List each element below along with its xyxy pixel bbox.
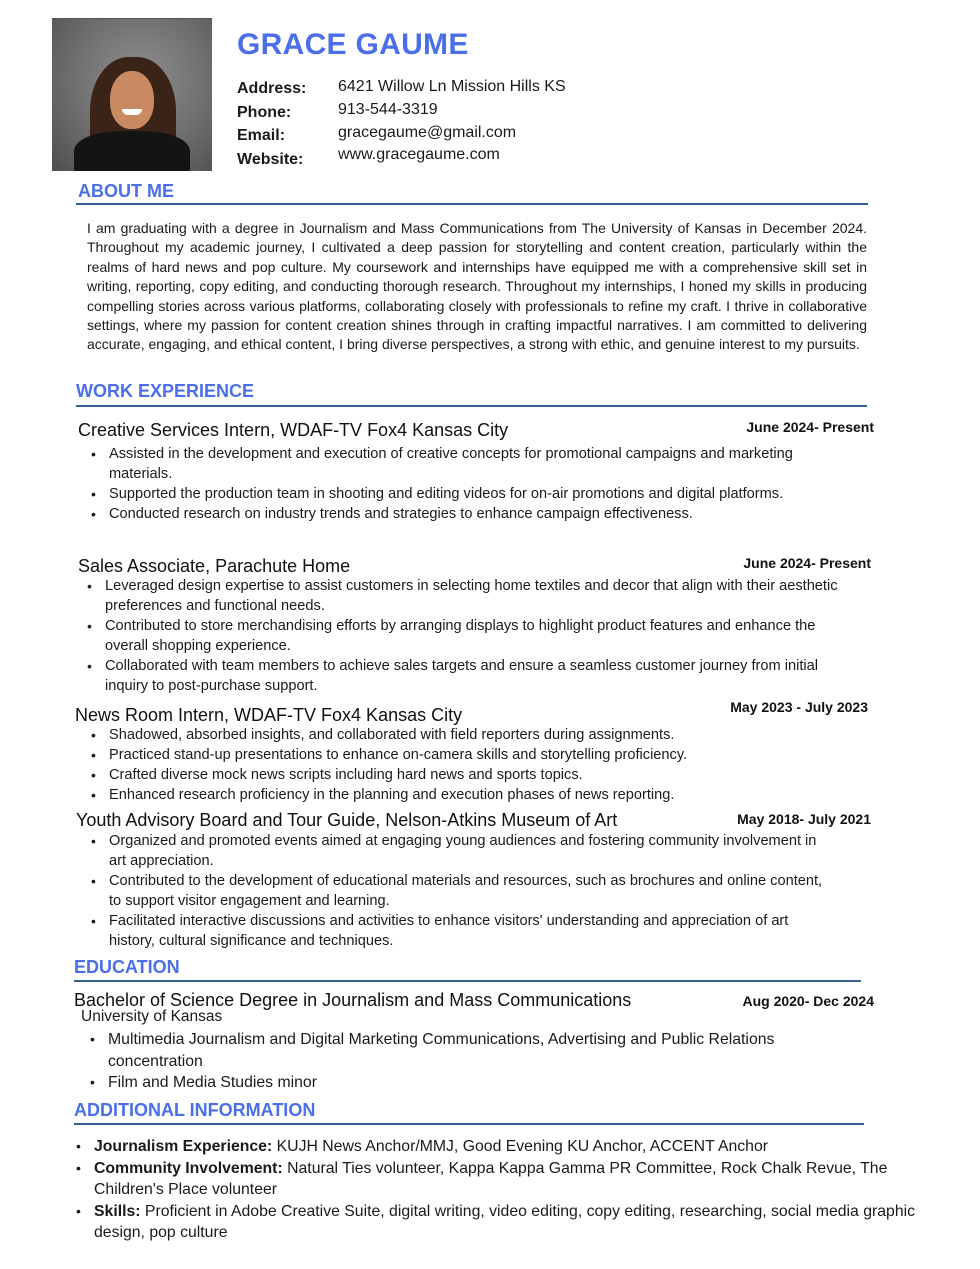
list-item [94, 1136, 924, 1158]
list-item: • Film and Media Studies minor [108, 1072, 838, 1094]
job-date: June 2024- Present [746, 419, 874, 435]
job-date: June 2024- Present [743, 555, 871, 571]
additional-heading: ADDITIONAL INFORMATION [74, 1100, 316, 1120]
list-item: • Leveraged design expertise to assist customers in selecting home textiles and decor that align with their aesthetic preferences and functional needs. [105, 576, 845, 616]
item-label: Journalism Experience: [94, 1138, 273, 1155]
item-label: Skills: [94, 1202, 141, 1220]
additional-divider [74, 1123, 864, 1125]
profile-photo [52, 18, 212, 171]
work-divider [76, 405, 867, 407]
list-item: • Shadowed, absorbed insights, and collaborated with field reporters during assignments. [109, 725, 809, 745]
list-item: • Facilitated interactive discussions and activities to enhance visitors' understanding and appreciation of art history, cultural significance and techniques. [109, 911, 829, 951]
list-item: • Conducted research on industry trends and strategies to enhance campaign effectiveness. [109, 504, 809, 524]
website-label: Website: [237, 151, 304, 168]
list-item [94, 1158, 924, 1201]
education-heading: EDUCATION [74, 957, 180, 977]
job-date: May 2023 - July 2023 [730, 699, 868, 715]
list-item: • Supported the production team in shooting and editing videos for on-air promotions and digital platforms. [109, 484, 809, 504]
job-title: Creative Services Intern, WDAF-TV Fox4 Kansas City [78, 420, 509, 440]
list-item [94, 1201, 924, 1244]
work-heading: WORK EXPERIENCE [76, 381, 255, 401]
item-label: Community Involvement: [94, 1159, 283, 1177]
photo-smile [122, 109, 142, 115]
email-value[interactable]: gracegaume@gmail.com [338, 124, 517, 141]
phone-value: 913-544-3319 [338, 101, 438, 118]
website-value[interactable]: www.gracegaume.com [338, 146, 500, 163]
item-text: Proficient in Adobe Creative Suite, digital writing, video editing, copy editing, researching, social media graphic design, pop culture [94, 1202, 916, 1241]
about-heading: ABOUT ME [78, 181, 174, 201]
additional-bullets [94, 1136, 924, 1244]
list-item: • Contributed to the development of educational materials and resources, such as brochures and online content, to support visitor engagement and learning. [109, 871, 829, 911]
job-bullets [105, 576, 845, 696]
address-value: 6421 Willow Ln Mission Hills KS [338, 78, 566, 95]
address-label: Address: [237, 80, 307, 97]
degree-title: Bachelor of Science Degree in Journalism and Mass Communications [74, 990, 632, 1010]
about-divider [76, 203, 868, 205]
education-bullets [108, 1029, 838, 1094]
job-title: Sales Associate, Parachute Home [78, 556, 351, 576]
list-item: • Assisted in the development and execution of creative concepts for promotional campaigns and marketing materials. [109, 444, 809, 484]
list-item: • Crafted diverse mock news scripts including hard news and sports topics. [109, 765, 809, 785]
item-text: Natural Ties volunteer, Kappa Kappa Gamma PR Committee, Rock Chalk Revue, The Children's Place volunteer [94, 1159, 888, 1198]
job-bullets [109, 831, 829, 951]
job-title: News Room Intern, WDAF-TV Fox4 Kansas City [75, 705, 463, 725]
list-item: • Multimedia Journalism and Digital Marketing Communications, Advertising and Public Relations concentration [108, 1029, 838, 1072]
job-title: Youth Advisory Board and Tour Guide, Nelson-Atkins Museum of Art [76, 810, 618, 830]
phone-label: Phone: [237, 104, 292, 121]
job-date: May 2018- July 2021 [737, 811, 871, 827]
candidate-name: GRACE GAUME [237, 28, 469, 61]
list-item: • Organized and promoted events aimed at engaging young audiences and fostering community involvement in art appreciation. [109, 831, 829, 871]
education-divider [74, 980, 861, 982]
list-item: • Collaborated with team members to achieve sales targets and ensure a seamless customer journey from initial inquiry to post-purchase support. [105, 656, 845, 696]
about-text: I am graduating with a degree in Journalism and Mass Communications from The University of Kansas in December 2024. Throughout my academic journey, I cultivated a deep passion for storytelling and content creation, particularly within the realms of hard news and pop culture. My coursework and internships have equipped me with a comprehensive skill set in writing, reporting, copy editing, and conducting thorough research. Throughout my internships, I honed my skills in producing compelling stories across various platforms, collaborating closely with professionals to refine my craft. I thrive in collaborative settings, where my passion for content creation shines through in crafting impactful narratives. I am committed to delivering accurate, engaging, and ethical content, I bring diverse perspectives, a strong with ethic, and genuine interest to my pursuits. [87, 220, 867, 353]
list-item: • Enhanced research proficiency in the planning and execution phases of news reporting. [109, 785, 809, 805]
photo-shirt [74, 131, 190, 171]
degree-date: Aug 2020- Dec 2024 [742, 993, 874, 1009]
school-name: University of Kansas [81, 1008, 223, 1025]
photo-face [110, 71, 154, 129]
list-item: • Contributed to store merchandising efforts by arranging displays to highlight product features and enhance the overall shopping experience. [105, 616, 845, 656]
job-bullets [109, 444, 809, 524]
job-bullets [109, 725, 809, 805]
item-text: KUJH News Anchor/MMJ, Good Evening KU Anchor, ACCENT Anchor [272, 1138, 768, 1155]
list-item: • Practiced stand-up presentations to enhance on-camera skills and storytelling proficiency. [109, 745, 809, 765]
email-label: Email: [237, 127, 286, 144]
